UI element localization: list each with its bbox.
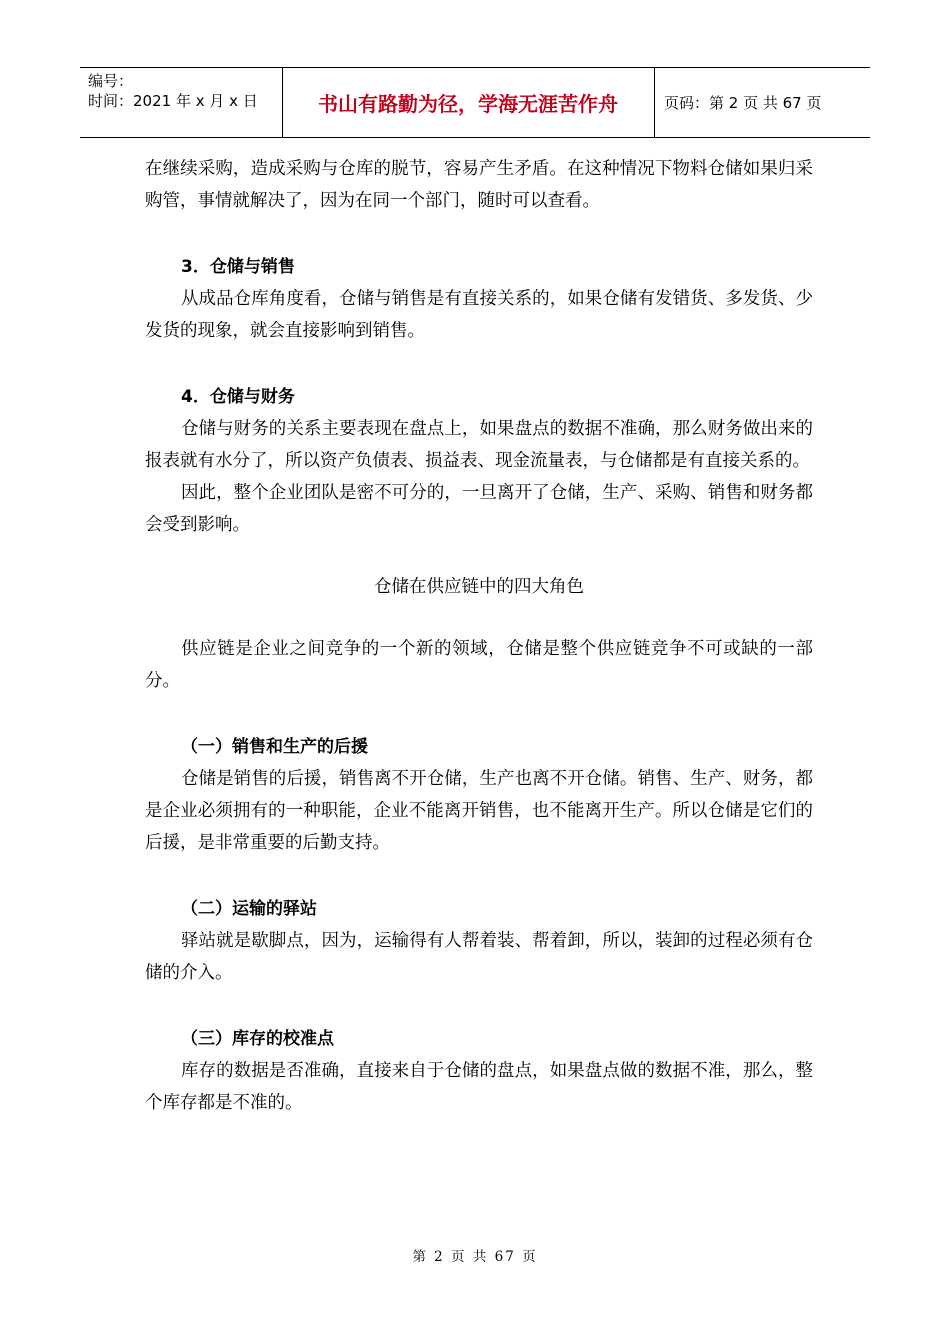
subsection-heading: （一）销售和生产的后援 (181, 737, 368, 757)
paragraph: 仓储是销售的后援，销售离不开仓储，生产也离不开仓储。销售、生产、财务，都是企业必须拥有的一种职能，企业不能离开销售，也不能离开生产。所以仓储是它们的后援，是非常重要的后勤支持。 (145, 769, 813, 853)
header-motto: 书山有路勤为径，学海无涯苦作舟 (318, 92, 618, 116)
header-meta (88, 71, 278, 111)
section-heading: 3．仓储与销售 (181, 257, 295, 277)
paragraph: 驿站就是歇脚点，因为，运输得有人帮着装、帮着卸，所以，装卸的过程必须有仓储的介入。 (145, 931, 813, 983)
header-divider (654, 68, 655, 137)
paragraph: 供应链是企业之间竞争的一个新的领域，仓储是整个供应链竞争不可或缺的一部分。 (145, 639, 813, 691)
section-title: 仓储在供应链中的四大角色 (374, 577, 584, 597)
paragraph: 仓储与财务的关系主要表现在盘点上，如果盘点的数据不准确，那么财务做出来的报表就有水分了，所以资产负债表、损益表、现金流量表，与仓储都是有直接关系的。 (145, 419, 813, 471)
document-body (145, 153, 813, 1119)
date-label: 时间：2021 年 x 月 x 日 (88, 92, 258, 110)
section-heading: 4．仓储与财务 (181, 387, 295, 407)
subsection-heading: （三）库存的校准点 (181, 1029, 334, 1049)
document-header (80, 67, 870, 138)
number-label: 编号： (88, 72, 134, 90)
paragraph: 从成品仓库角度看，仓储与销售是有直接关系的，如果仓储有发错货、多发货、少发货的现象，就会直接影响到销售。 (145, 289, 813, 341)
page-footer: 第 2 页 共 67 页 (412, 1249, 538, 1265)
header-page-info: 页码：第 2 页 共 67 页 (664, 94, 822, 112)
paragraph: 因此，整个企业团队是密不可分的，一旦离开了仓储，生产、采购、销售和财务都会受到影响。 (145, 483, 813, 535)
paragraph: 在继续采购，造成采购与仓库的脱节，容易产生矛盾。在这种情况下物料仓储如果归采购管，事情就解决了，因为在同一个部门，随时可以查看。 (145, 159, 813, 211)
paragraph: 库存的数据是否准确，直接来自于仓储的盘点，如果盘点做的数据不准，那么，整个库存都是不准的。 (145, 1061, 813, 1113)
subsection-heading: （二）运输的驿站 (181, 899, 317, 919)
